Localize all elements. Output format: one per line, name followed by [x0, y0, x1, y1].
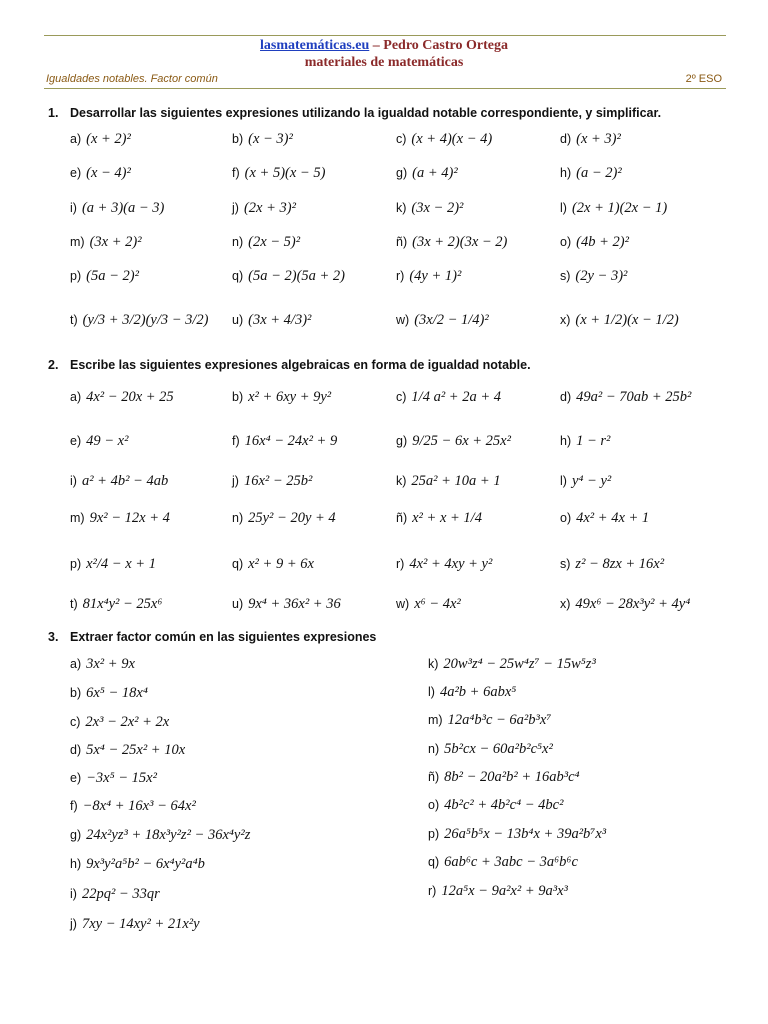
- list-item: p) 26a⁵b⁵x − 13b⁴x + 39a²b⁷x³: [428, 826, 607, 842]
- list-item: q) x² + 9 + 6x: [232, 556, 314, 572]
- list-item: j) 16x² − 25b²: [232, 473, 313, 489]
- list-item: b) 6x⁵ − 18x⁴: [70, 685, 148, 701]
- list-item: q) (5a − 2)(5a + 2): [232, 268, 346, 284]
- list-item: u) 9x⁴ + 36x² + 36: [232, 596, 341, 612]
- list-item: k) 25a² + 10a + 1: [396, 473, 501, 489]
- site-link[interactable]: lasmatemáticas.eu: [260, 38, 370, 53]
- list-item: a) 3x² + 9x: [70, 656, 135, 672]
- list-item: t) 81x⁴y² − 25x⁶: [70, 596, 163, 612]
- list-item: s) (2y − 3)²: [560, 268, 628, 284]
- list-item: c) 2x³ − 2x² + 2x: [70, 714, 170, 730]
- list-item: ñ) x² + x + 1/4: [396, 510, 482, 526]
- header-bottom-rule: [44, 88, 726, 89]
- section-title: Desarrollar las siguientes expresiones utilizando la igualdad notable correspondiente, y simplificar.: [70, 106, 662, 120]
- list-item: d) 5x⁴ − 25x² + 10x: [70, 742, 186, 758]
- topic-label: Igualdades notables. Factor común: [46, 73, 218, 85]
- list-item: w) x⁶ − 4x²: [396, 596, 461, 612]
- list-item: i) (a + 3)(a − 3): [70, 200, 165, 216]
- list-item: e) 49 − x²: [70, 433, 129, 449]
- list-item: h) 9x³y²a⁵b² − 6x⁴y²a⁴b: [70, 856, 205, 872]
- list-item: o) 4x² + 4x + 1: [560, 510, 650, 526]
- list-item: x) (x + 1/2)(x − 1/2): [560, 312, 679, 328]
- header-title: [0, 38, 768, 54]
- list-item: ñ) (3x + 2)(3x − 2): [396, 234, 508, 250]
- list-item: h) 1 − r²: [560, 433, 611, 449]
- level-label: 2º ESO: [685, 73, 722, 85]
- section-3-heading: [48, 630, 376, 644]
- list-item: t) (y/3 + 3/2)(y/3 − 3/2): [70, 312, 209, 328]
- list-item: a) 4x² − 20x + 25: [70, 389, 174, 405]
- section-1-heading: [48, 106, 661, 120]
- section-number: 2.: [48, 358, 59, 372]
- list-item: f) (x + 5)(x − 5): [232, 165, 326, 181]
- list-item: e) −3x⁵ − 15x²: [70, 770, 157, 786]
- list-item: j) 7xy − 14xy² + 21x²y: [70, 916, 200, 932]
- header-author: Pedro Castro Ortega: [383, 38, 508, 53]
- list-item: q) 6ab⁶c + 3abc − 3a⁶b⁶c: [428, 854, 578, 870]
- header-separator: –: [369, 38, 384, 53]
- section-title: Extraer factor común en las siguientes expresiones: [70, 630, 377, 644]
- header-top-rule: [44, 35, 726, 36]
- section-number: 1.: [48, 106, 59, 120]
- list-item: f) 16x⁴ − 24x² + 9: [232, 433, 338, 449]
- list-item: a) (x + 2)²: [70, 131, 131, 147]
- list-item: o) (4b + 2)²: [560, 234, 629, 250]
- list-item: k) 20w³z⁴ − 25w⁴z⁷ − 15w⁵z³: [428, 656, 596, 672]
- list-item: d) 49a² − 70ab + 25b²: [560, 389, 692, 405]
- list-item: c) 1/4 a² + 2a + 4: [396, 389, 501, 405]
- list-item: g) 24x²yz³ + 18x³y²z² − 36x⁴y²z: [70, 827, 251, 843]
- list-item: c) (x + 4)(x − 4): [396, 131, 493, 147]
- section-title: Escribe las siguientes expresiones algebraicas en forma de igualdad notable.: [70, 358, 531, 372]
- list-item: n) 25y² − 20y + 4: [232, 510, 336, 526]
- list-item: r) 12a⁵x − 9a²x² + 9a³x³: [428, 883, 568, 899]
- list-item: ñ) 8b² − 20a²b² + 16ab³c⁴: [428, 769, 580, 785]
- list-item: w) (3x/2 − 1/4)²: [396, 312, 489, 328]
- list-item: e) (x − 4)²: [70, 165, 131, 181]
- list-item: s) z² − 8zx + 16x²: [560, 556, 665, 572]
- list-item: g) 9/25 − 6x + 25x²: [396, 433, 511, 449]
- list-item: u) (3x + 4/3)²: [232, 312, 312, 328]
- list-item: l) 4a²b + 6abx⁵: [428, 684, 517, 700]
- list-item: p) (5a − 2)²: [70, 268, 139, 284]
- list-item: n) 5b²cx − 60a²b²c⁵x²: [428, 741, 553, 757]
- list-item: l) (2x + 1)(2x − 1): [560, 200, 668, 216]
- list-item: n) (2x − 5)²: [232, 234, 301, 250]
- list-item: m) (3x + 2)²: [70, 234, 142, 250]
- list-item: j) (2x + 3)²: [232, 200, 296, 216]
- section-2-heading: [48, 358, 531, 372]
- list-item: x) 49x⁶ − 28x³y² + 4y⁴: [560, 596, 691, 612]
- list-item: k) (3x − 2)²: [396, 200, 464, 216]
- list-item: m) 12a⁴b³c − 6a²b³x⁷: [428, 712, 552, 728]
- list-item: p) x²/4 − x + 1: [70, 556, 156, 572]
- list-item: l) y⁴ − y²: [560, 473, 612, 489]
- list-item: b) (x − 3)²: [232, 131, 293, 147]
- list-item: d) (x + 3)²: [560, 131, 621, 147]
- list-item: f) −8x⁴ + 16x³ − 64x²: [70, 798, 196, 814]
- section-number: 3.: [48, 630, 59, 644]
- list-item: m) 9x² − 12x + 4: [70, 510, 170, 526]
- header-subtitle: materiales de matemáticas: [304, 55, 464, 70]
- list-item: b) x² + 6xy + 9y²: [232, 389, 332, 405]
- list-item: r) 4x² + 4xy + y²: [396, 556, 493, 572]
- list-item: i) a² + 4b² − 4ab: [70, 473, 169, 489]
- list-item: i) 22pq² − 33qr: [70, 886, 160, 902]
- list-item: r) (4y + 1)²: [396, 268, 462, 284]
- list-item: g) (a + 4)²: [396, 165, 458, 181]
- list-item: o) 4b²c² + 4b²c⁴ − 4bc²: [428, 797, 564, 813]
- list-item: h) (a − 2)²: [560, 165, 622, 181]
